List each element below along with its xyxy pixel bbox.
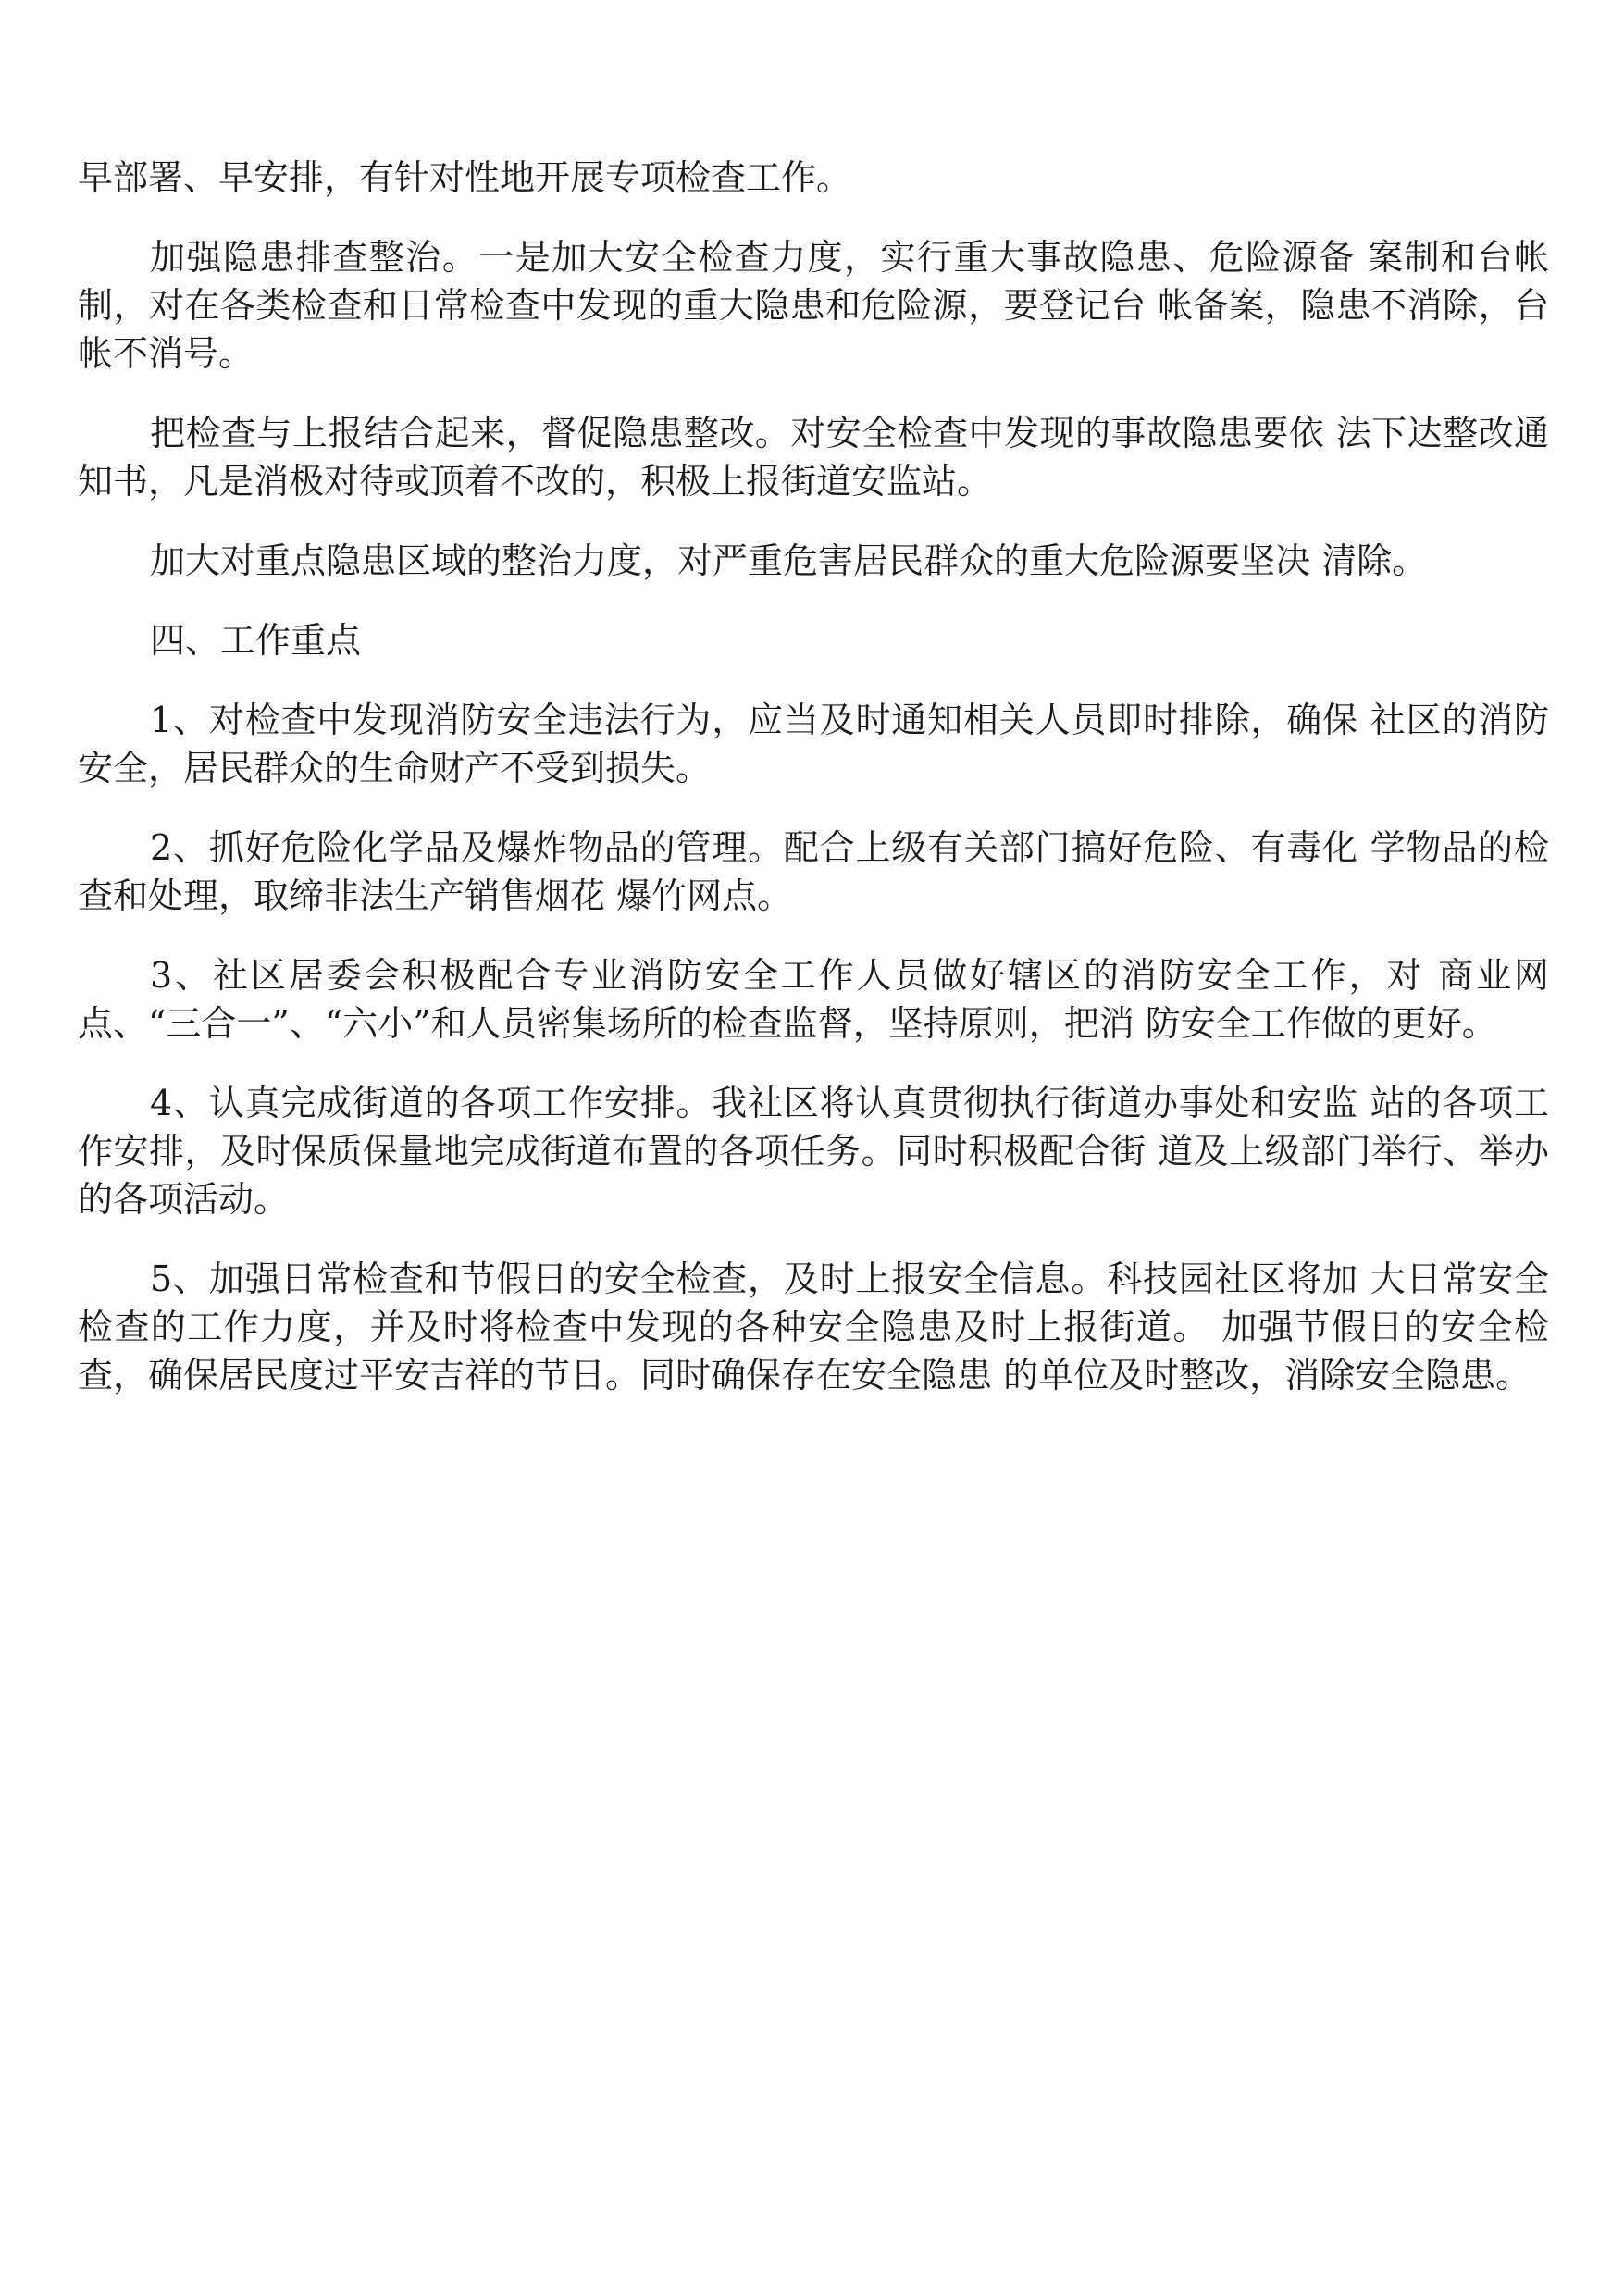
list-item-5: 5、加强日常检查和节假日的安全检查，及时上报安全信息。科技园社区将加 大日常安全检查的工作力度，并及时将检查中发现的各种安全隐患及时上报街道。 加强节假日的安全检查，确保居民度过平安吉祥的节日。同时确保存在安全隐患 的单位及时整改，消除安全隐患。 <box>78 1259 1549 1396</box>
list-item-3: 3、社区居委会积极配合专业消防安全工作人员做好辖区的消防安全工作，对 商业网点、“三合一”、“六小”和人员密集场所的检查监督，坚持原则，把消 防安全工作做的更好。 <box>78 955 1549 1044</box>
document-body <box>78 154 1549 1431</box>
paragraph-hazard-rectification: 加强隐患排查整治。一是加大安全检查力度，实行重大事故隐患、危险源备 案制和台帐制，对在各类检查和日常检查中发现的重大隐患和危险源，要登记台 帐备案，隐患不消除，台帐不消号。 <box>78 237 1549 374</box>
paragraph-inspection-reporting: 把检查与上报结合起来，督促隐患整改。对安全检查中发现的事故隐患要依 法下达整改通知书，凡是消极对待或顶着不改的，积极上报街道安监站。 <box>78 413 1549 502</box>
paragraph-continuation: 早部署、早安排，有针对性地开展专项检查工作。 <box>78 157 852 198</box>
paragraph-key-areas: 加大对重点隐患区域的整治力度，对严重危害居民群众的重大危险源要坚决 清除。 <box>150 540 1428 581</box>
list-item-2: 2、抓好危险化学品及爆炸物品的管理。配合上级有关部门搞好危险、有毒化 学物品的检查和处理，取缔非法生产销售烟花 爆竹网点。 <box>78 827 1549 916</box>
list-item-4: 4、认真完成街道的各项工作安排。我社区将认真贯彻执行街道办事处和安监 站的各项工作安排，及时保质保量地完成街道布置的各项任务。同时积极配合街 道及上级部门举行、举办的各项活动。 <box>78 1083 1549 1220</box>
list-item-1: 1、对检查中发现消防安全违法行为，应当及时通知相关人员即时排除，确保 社区的消防安全，居民群众的生命财产不受到损失。 <box>78 700 1549 788</box>
section-heading-work-focus: 四、工作重点 <box>150 620 362 661</box>
